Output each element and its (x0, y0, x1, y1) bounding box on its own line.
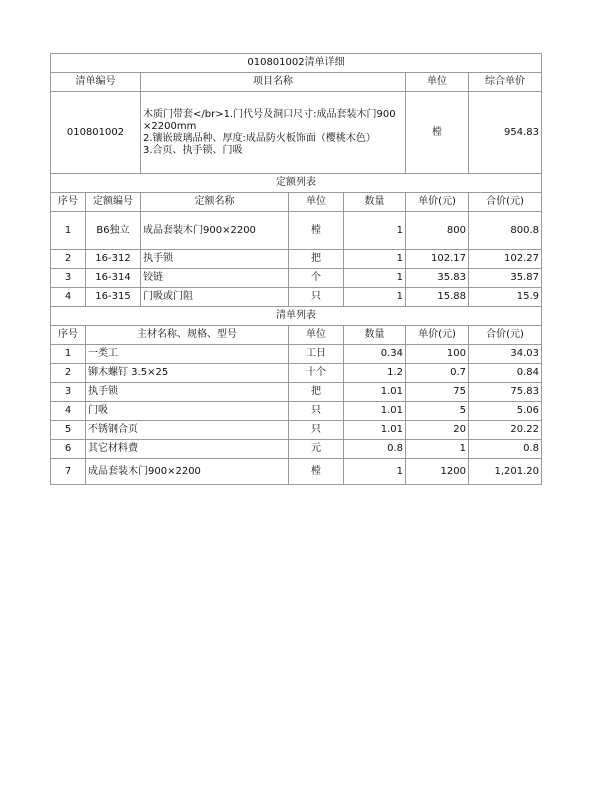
table-title: 010801002清单详细 (51, 54, 542, 73)
quota-code: B6独立 (86, 212, 141, 250)
table-row (51, 250, 542, 269)
material-name: 门吸 (86, 402, 289, 421)
material-seq: 5 (51, 421, 86, 440)
quota-code: 16-315 (86, 288, 141, 307)
material-name: 成品套装木门900×2200 (86, 459, 289, 485)
quota-seq: 4 (51, 288, 86, 307)
material-unit: 工日 (289, 345, 344, 364)
quota-seq: 1 (51, 212, 86, 250)
material-header-row (51, 326, 542, 345)
quota-qty: 1 (344, 269, 406, 288)
material-qty-header: 数量 (344, 326, 406, 345)
material-total: 20.22 (469, 421, 542, 440)
quota-seq: 3 (51, 269, 86, 288)
quota-section-row (51, 174, 542, 193)
material-unit: 把 (289, 383, 344, 402)
material-unit: 十个 (289, 364, 344, 383)
quota-name: 铰链 (141, 269, 289, 288)
bill-detail-table (50, 53, 542, 485)
material-name: 执手锁 (86, 383, 289, 402)
material-section-row (51, 307, 542, 326)
material-qty: 1 (344, 459, 406, 485)
quota-name: 成品套装木门900×2200 (141, 212, 289, 250)
material-seq: 6 (51, 440, 86, 459)
material-price: 100 (406, 345, 469, 364)
material-price: 5 (406, 402, 469, 421)
quota-price: 35.83 (406, 269, 469, 288)
material-seq-header: 序号 (51, 326, 86, 345)
table-row (51, 269, 542, 288)
quota-unit: 樘 (289, 212, 344, 250)
table-row (51, 383, 542, 402)
material-qty: 0.34 (344, 345, 406, 364)
table-row (51, 364, 542, 383)
bill-unit-header: 单位 (406, 73, 469, 92)
bill-price: 954.83 (469, 92, 542, 174)
quota-total: 15.9 (469, 288, 542, 307)
quota-unit: 只 (289, 288, 344, 307)
bill-code: 010801002 (51, 92, 141, 174)
quota-header-row (51, 193, 542, 212)
material-total: 75.83 (469, 383, 542, 402)
quota-price: 102.17 (406, 250, 469, 269)
material-unit-header: 单位 (289, 326, 344, 345)
material-qty: 1.01 (344, 402, 406, 421)
material-price: 75 (406, 383, 469, 402)
quota-total: 102.27 (469, 250, 542, 269)
material-unit: 元 (289, 440, 344, 459)
material-seq: 3 (51, 383, 86, 402)
quota-qty: 1 (344, 288, 406, 307)
material-name-header: 主材名称、规格、型号 (86, 326, 289, 345)
material-total: 1,201.20 (469, 459, 542, 485)
material-unit: 只 (289, 402, 344, 421)
material-total-header: 合价(元) (469, 326, 542, 345)
material-seq: 4 (51, 402, 86, 421)
material-total: 0.84 (469, 364, 542, 383)
quota-code: 16-314 (86, 269, 141, 288)
quota-qty: 1 (344, 212, 406, 250)
material-seq: 7 (51, 459, 86, 485)
quota-price: 800 (406, 212, 469, 250)
table-row (51, 212, 542, 250)
quota-unit: 个 (289, 269, 344, 288)
material-seq: 2 (51, 364, 86, 383)
quota-name: 门吸或门阻 (141, 288, 289, 307)
material-name: 一类工 (86, 345, 289, 364)
quota-code: 16-312 (86, 250, 141, 269)
quota-qty: 1 (344, 250, 406, 269)
material-qty: 1.01 (344, 383, 406, 402)
quota-price-header: 单价(元) (406, 193, 469, 212)
quota-total-header: 合价(元) (469, 193, 542, 212)
table-row (51, 402, 542, 421)
quota-unit: 把 (289, 250, 344, 269)
material-price-header: 单价(元) (406, 326, 469, 345)
bill-unit: 樘 (406, 92, 469, 174)
quota-code-header: 定额编号 (86, 193, 141, 212)
bill-header-row (51, 73, 542, 92)
table-row (51, 440, 542, 459)
quota-name: 执手锁 (141, 250, 289, 269)
bill-row (51, 92, 542, 174)
material-unit: 只 (289, 421, 344, 440)
table-title-row (51, 54, 542, 73)
bill-name-header: 项目名称 (141, 73, 406, 92)
material-price: 0.7 (406, 364, 469, 383)
table-row (51, 288, 542, 307)
material-price: 1 (406, 440, 469, 459)
quota-seq: 2 (51, 250, 86, 269)
bill-desc-line-3: 3.合页、执手锁、门吸 (143, 144, 243, 156)
material-name: 不锈钢合页 (86, 421, 289, 440)
material-total: 34.03 (469, 345, 542, 364)
material-seq: 1 (51, 345, 86, 364)
table-row (51, 459, 542, 485)
material-qty: 0.8 (344, 440, 406, 459)
quota-section-title: 定额列表 (51, 174, 542, 193)
material-total: 5.06 (469, 402, 542, 421)
quota-unit-header: 单位 (289, 193, 344, 212)
material-unit: 樘 (289, 459, 344, 485)
material-price: 1200 (406, 459, 469, 485)
quota-seq-header: 序号 (51, 193, 86, 212)
quota-total: 35.87 (469, 269, 542, 288)
material-section-title: 清单列表 (51, 307, 542, 326)
quota-total: 800.8 (469, 212, 542, 250)
bill-desc-line-1: 木质门带套</br>1.门代号及洞口尺寸:成品套装木门900×2200mm (143, 108, 396, 132)
material-name: 铆木螺钉 3.5×25 (86, 364, 289, 383)
quota-price: 15.88 (406, 288, 469, 307)
table-row (51, 345, 542, 364)
quota-name-header: 定额名称 (141, 193, 289, 212)
material-qty: 1.2 (344, 364, 406, 383)
bill-description (141, 92, 406, 174)
bill-price-header: 综合单价 (469, 73, 542, 92)
bill-desc-line-2: 2.镶嵌玻璃品种、厚度:成品防火板饰面（樱桃木色） (143, 132, 376, 144)
material-qty: 1.01 (344, 421, 406, 440)
bill-code-header: 清单编号 (51, 73, 141, 92)
quota-qty-header: 数量 (344, 193, 406, 212)
table-row (51, 421, 542, 440)
material-price: 20 (406, 421, 469, 440)
material-name: 其它材料费 (86, 440, 289, 459)
material-total: 0.8 (469, 440, 542, 459)
